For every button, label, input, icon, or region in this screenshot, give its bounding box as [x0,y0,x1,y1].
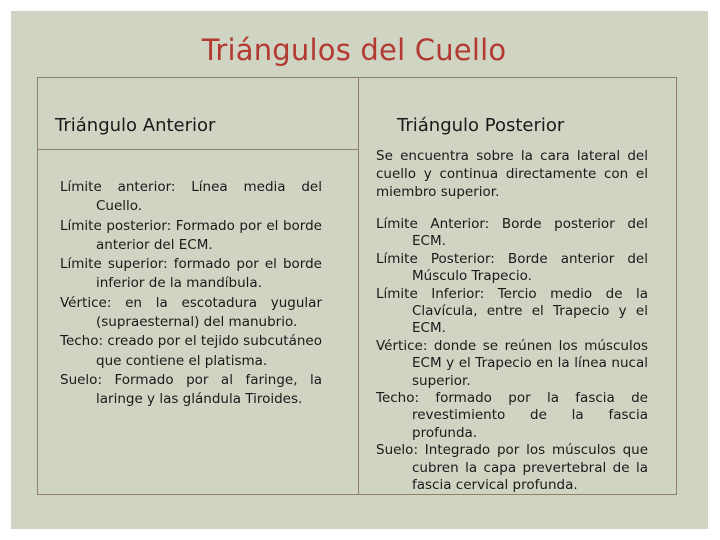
posterior-limit-inferior: Límite Inferior: Tercio medio de la Clavícula, entre el Trapecio y el ECM. [376,285,648,337]
posterior-roof: Techo: formado por la fascia de revestimiento de la fascia profunda. [376,390,648,441]
anterior-vertex: Vértice: en la escotadura yugular (supraesternal) del manubrio. [60,294,322,331]
anterior-floor: Suelo: Formado por al faringe, la laringe y las glándula Tiroides. [60,371,322,408]
anterior-cell [60,178,322,410]
anterior-roof: Techo: creado por el tejido subcutáneo que contiene el platisma. [60,333,322,369]
comparison-table [37,77,677,495]
posterior-limit-posterior: Límite Posterior: Borde anterior del Músculo Trapecio. [376,250,648,285]
posterior-limit-anterior: Límite Anterior: Borde posterior del ECM. [376,216,648,250]
column-divider [358,78,359,494]
slide-title: Triángulos del Cuello [201,33,507,67]
posterior-vertex: Vértice: donde se reúnen los músculos ECM y el Trapecio en la línea nucal superior. [376,337,648,389]
header-divider [38,149,358,150]
slide [11,11,708,529]
anterior-limit-anterior: Límite anterior: Línea media del Cuello. [60,179,322,215]
posterior-intro-cell [376,148,648,201]
anterior-limit-superior: Límite superior: formado por el borde inferior de la mandíbula. [60,256,322,292]
posterior-intro: Se encuentra sobre la cara lateral del cuello y continua directamente con el miembro superior. [376,148,648,200]
header-anterior: Triángulo Anterior [55,115,216,136]
anterior-limit-posterior: Límite posterior: Formado por el borde anterior del ECM. [60,217,322,253]
header-posterior: Triángulo Posterior [397,115,565,136]
posterior-cell [376,216,648,495]
posterior-floor: Suelo: Integrado por los músculos que cubren la capa prevertebral de la fascia cervical profunda. [376,442,648,494]
